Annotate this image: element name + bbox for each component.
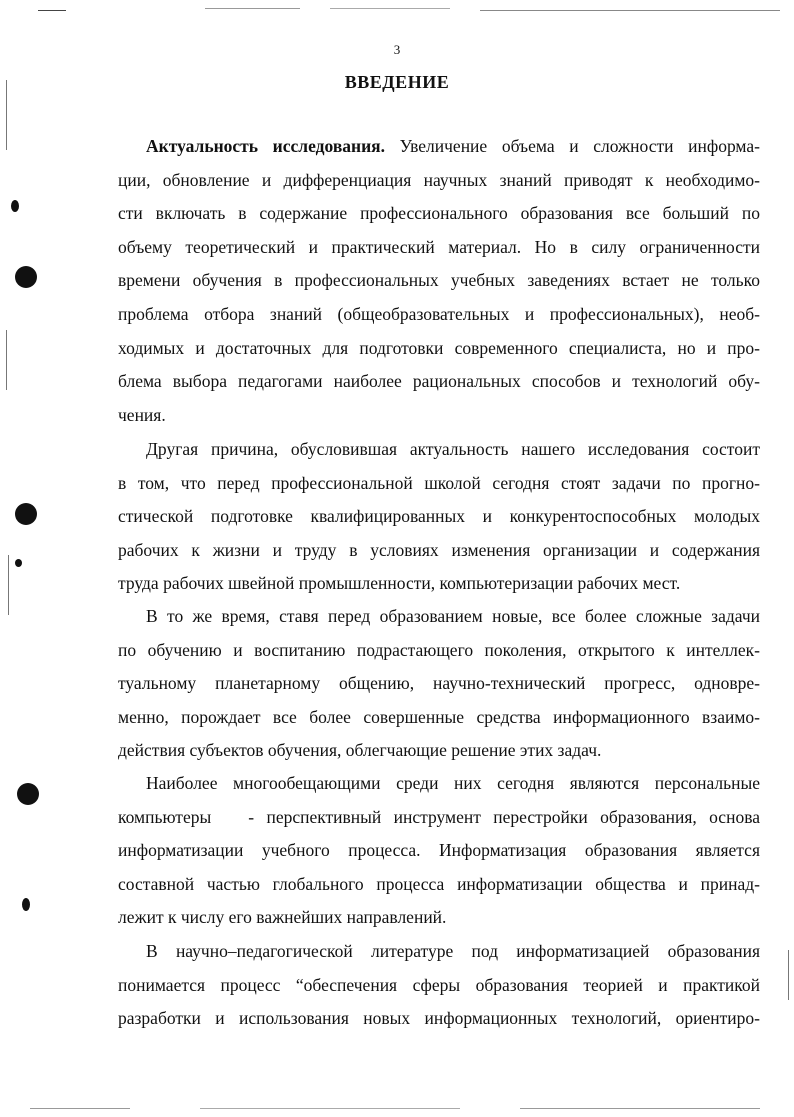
text-line: ции, обновление и дифференциация научных знаний приводят к необходимо-	[118, 169, 760, 190]
scan-edge-left-2	[6, 330, 7, 390]
text-line	[118, 130, 760, 164]
text-line: В то же время, ставя перед образованием новые, все более сложные задачи	[146, 606, 760, 626]
text-line: компьютеры - перспективный инструмент перестройки образования, основа	[118, 806, 760, 827]
text-line: чения.	[118, 404, 166, 425]
text-line: менно, порождает все более совершенные средства информационного взаимо-	[118, 706, 760, 727]
paragraph-informatization	[118, 935, 760, 1036]
text-line: стической подготовке квалифицированных и конкурентоспособных молодых	[118, 506, 760, 527]
text-line: по обучению и воспитанию подрастающего поколения, открытого к интеллек-	[118, 639, 760, 660]
scan-edge-left-3	[8, 555, 9, 615]
text-line: объему теоретический и практический материал. Но в силу ограниченности	[118, 236, 760, 257]
scan-speck-1	[11, 200, 19, 212]
paragraph-second-reason	[118, 433, 760, 601]
paragraph-relevance	[118, 130, 760, 432]
page-number: 3	[393, 42, 401, 57]
scan-edge-top-left	[38, 10, 66, 11]
page-title: ВВЕДЕНИЕ	[344, 72, 450, 92]
text-line: составной частью глобального процесса информатизации общества и принад-	[118, 873, 760, 894]
scan-speck-2	[15, 559, 22, 567]
scan-edge-top-far-right	[480, 10, 780, 11]
text-line: в том, что перед профессиональной школой сегодня стоят задачи по прогно-	[118, 472, 760, 493]
scan-edge-top-right	[330, 8, 450, 9]
scan-edge-right	[788, 950, 789, 1000]
text-line: ходимых и достаточных для подготовки современного специалиста, но и про-	[118, 337, 760, 358]
text-line: Другая причина, обусловившая актуальность нашего исследования состоит	[146, 439, 760, 459]
text-line: блема выбора педагогами наиболее рациональных способов и технологий обу-	[118, 371, 760, 392]
text-line: проблема отбора знаний (общеобразовательных и профессиональных), необ-	[118, 303, 760, 324]
relevance-lead: Актуальность исследования.	[146, 136, 386, 156]
scan-edge-bottom-left	[30, 1108, 130, 1109]
text-line: информатизации учебного процесса. Информатизация образования является	[118, 840, 760, 861]
text-line: времени обучения в профессиональных учебных заведениях встает не только	[118, 270, 760, 291]
text-span: Увеличение объема и сложности информа-	[385, 136, 760, 156]
text-line: разработки и использования новых информационных технологий, ориентиро-	[118, 1008, 760, 1029]
punch-hole-3	[17, 783, 39, 805]
scan-speck-3	[22, 898, 30, 911]
text-line: сти включать в содержание профессионального образования все больший по	[118, 203, 760, 224]
scan-edge-bottom-mid	[200, 1108, 460, 1109]
punch-hole-1	[15, 266, 37, 288]
text-line: рабочих к жизни и труду в условиях изменения организации и содержания	[118, 539, 760, 560]
text-line: туальному планетарному общению, научно-технический прогресс, одновре-	[118, 673, 760, 694]
punch-hole-2	[15, 503, 37, 525]
text-line: лежит к числу его важнейших направлений.	[118, 907, 447, 928]
text-line: понимается процесс “обеспечения сферы образования теорией и практикой	[118, 974, 760, 995]
paragraph-computers	[118, 767, 760, 935]
text-line: Наиболее многообещающими среди них сегодня являются персональные	[146, 773, 760, 793]
text-line: труда рабочих швейной промышленности, компьютеризации рабочих мест.	[118, 573, 681, 594]
scan-edge-top-mid	[205, 8, 300, 9]
text-line: действия субъектов обучения, облегчающие решение этих задач.	[118, 740, 602, 761]
scan-edge-bottom-right	[520, 1108, 760, 1109]
paragraph-progress	[118, 600, 760, 768]
text-line: В научно–педагогической литературе под информатизацией образования	[146, 941, 760, 961]
